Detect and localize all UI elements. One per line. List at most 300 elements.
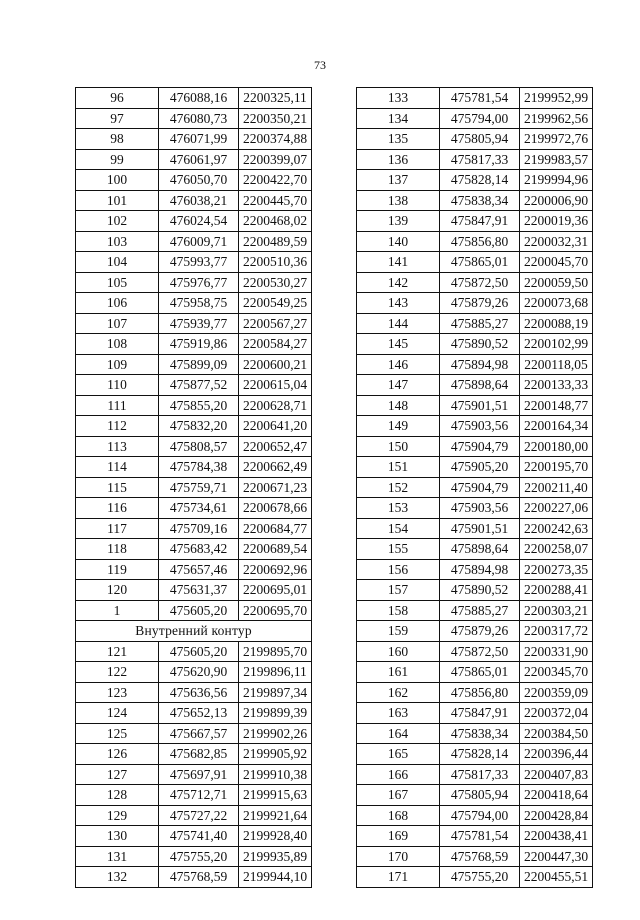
y-coordinate: 2200325,11 bbox=[239, 88, 312, 109]
point-number: 117 bbox=[76, 518, 159, 539]
table-row bbox=[357, 805, 593, 826]
table-row bbox=[76, 252, 312, 273]
x-coordinate: 475877,52 bbox=[159, 375, 239, 396]
point-number: 132 bbox=[76, 867, 159, 888]
point-number: 111 bbox=[76, 395, 159, 416]
x-coordinate: 475712,71 bbox=[159, 785, 239, 806]
x-coordinate: 475838,34 bbox=[440, 190, 520, 211]
point-number: 164 bbox=[357, 723, 440, 744]
y-coordinate: 2200684,77 bbox=[239, 518, 312, 539]
y-coordinate: 2200088,19 bbox=[520, 313, 593, 334]
table-row bbox=[76, 477, 312, 498]
table-row bbox=[76, 682, 312, 703]
y-coordinate: 2200073,68 bbox=[520, 293, 593, 314]
table-row bbox=[76, 662, 312, 683]
point-number: 115 bbox=[76, 477, 159, 498]
point-number: 97 bbox=[76, 108, 159, 129]
x-coordinate: 475879,26 bbox=[440, 293, 520, 314]
y-coordinate: 2199944,10 bbox=[239, 867, 312, 888]
table-row bbox=[357, 149, 593, 170]
y-coordinate: 2200350,21 bbox=[239, 108, 312, 129]
y-coordinate: 2200628,71 bbox=[239, 395, 312, 416]
section-header-row bbox=[76, 621, 312, 642]
x-coordinate: 475903,56 bbox=[440, 416, 520, 437]
x-coordinate: 475885,27 bbox=[440, 313, 520, 334]
point-number: 119 bbox=[76, 559, 159, 580]
x-coordinate: 475901,51 bbox=[440, 518, 520, 539]
x-coordinate: 476038,21 bbox=[159, 190, 239, 211]
y-coordinate: 2200180,00 bbox=[520, 436, 593, 457]
table-row bbox=[76, 744, 312, 765]
table-row bbox=[76, 375, 312, 396]
table-row bbox=[76, 293, 312, 314]
x-coordinate: 475759,71 bbox=[159, 477, 239, 498]
y-coordinate: 2199897,34 bbox=[239, 682, 312, 703]
table-row bbox=[357, 457, 593, 478]
y-coordinate: 2200227,06 bbox=[520, 498, 593, 519]
x-coordinate: 475683,42 bbox=[159, 539, 239, 560]
table-row bbox=[76, 395, 312, 416]
y-coordinate: 2199972,76 bbox=[520, 129, 593, 150]
table-row bbox=[76, 149, 312, 170]
table-row bbox=[357, 580, 593, 601]
x-coordinate: 475976,77 bbox=[159, 272, 239, 293]
y-coordinate: 2200428,84 bbox=[520, 805, 593, 826]
table-row bbox=[76, 826, 312, 847]
y-coordinate: 2200549,25 bbox=[239, 293, 312, 314]
point-number: 109 bbox=[76, 354, 159, 375]
point-number: 107 bbox=[76, 313, 159, 334]
table-row bbox=[357, 272, 593, 293]
point-number: 156 bbox=[357, 559, 440, 580]
x-coordinate: 475605,20 bbox=[159, 600, 239, 621]
x-coordinate: 475605,20 bbox=[159, 641, 239, 662]
y-coordinate: 2200447,30 bbox=[520, 846, 593, 867]
page-number: 73 bbox=[314, 58, 326, 72]
y-coordinate: 2200374,88 bbox=[239, 129, 312, 150]
x-coordinate: 475993,77 bbox=[159, 252, 239, 273]
table-row bbox=[76, 129, 312, 150]
table-row bbox=[76, 313, 312, 334]
point-number: 99 bbox=[76, 149, 159, 170]
y-coordinate: 2200102,99 bbox=[520, 334, 593, 355]
table-row bbox=[357, 621, 593, 642]
x-coordinate: 475781,54 bbox=[440, 826, 520, 847]
table-row bbox=[357, 826, 593, 847]
x-coordinate: 475817,33 bbox=[440, 764, 520, 785]
table-row bbox=[76, 785, 312, 806]
x-coordinate: 475734,61 bbox=[159, 498, 239, 519]
y-coordinate: 2200195,70 bbox=[520, 457, 593, 478]
x-coordinate: 475855,20 bbox=[159, 395, 239, 416]
point-number: 159 bbox=[357, 621, 440, 642]
table-row bbox=[357, 88, 593, 109]
x-coordinate: 475890,52 bbox=[440, 580, 520, 601]
x-coordinate: 475657,46 bbox=[159, 559, 239, 580]
x-coordinate: 475872,50 bbox=[440, 641, 520, 662]
x-coordinate: 475781,54 bbox=[440, 88, 520, 109]
y-coordinate: 2200407,83 bbox=[520, 764, 593, 785]
x-coordinate: 475808,57 bbox=[159, 436, 239, 457]
point-number: 128 bbox=[76, 785, 159, 806]
y-coordinate: 2199905,92 bbox=[239, 744, 312, 765]
table-row bbox=[357, 559, 593, 580]
y-coordinate: 2200445,70 bbox=[239, 190, 312, 211]
point-number: 124 bbox=[76, 703, 159, 724]
x-coordinate: 475865,01 bbox=[440, 252, 520, 273]
y-coordinate: 2199899,39 bbox=[239, 703, 312, 724]
point-number: 136 bbox=[357, 149, 440, 170]
x-coordinate: 475901,51 bbox=[440, 395, 520, 416]
y-coordinate: 2199915,63 bbox=[239, 785, 312, 806]
table-row bbox=[76, 539, 312, 560]
table-row bbox=[357, 252, 593, 273]
y-coordinate: 2200689,54 bbox=[239, 539, 312, 560]
table-row bbox=[357, 498, 593, 519]
table-row bbox=[357, 600, 593, 621]
point-number: 163 bbox=[357, 703, 440, 724]
y-coordinate: 2200468,02 bbox=[239, 211, 312, 232]
table-row bbox=[357, 231, 593, 252]
x-coordinate: 475805,94 bbox=[440, 785, 520, 806]
table-row bbox=[357, 416, 593, 437]
point-number: 1 bbox=[76, 600, 159, 621]
point-number: 102 bbox=[76, 211, 159, 232]
point-number: 122 bbox=[76, 662, 159, 683]
table-row bbox=[357, 723, 593, 744]
y-coordinate: 2200372,04 bbox=[520, 703, 593, 724]
point-number: 139 bbox=[357, 211, 440, 232]
x-coordinate: 475828,14 bbox=[440, 170, 520, 191]
point-number: 108 bbox=[76, 334, 159, 355]
x-coordinate: 475879,26 bbox=[440, 621, 520, 642]
table-row bbox=[76, 580, 312, 601]
point-number: 110 bbox=[76, 375, 159, 396]
x-coordinate: 475832,20 bbox=[159, 416, 239, 437]
point-number: 168 bbox=[357, 805, 440, 826]
point-number: 100 bbox=[76, 170, 159, 191]
table-row bbox=[357, 293, 593, 314]
point-number: 165 bbox=[357, 744, 440, 765]
y-coordinate: 2199994,96 bbox=[520, 170, 593, 191]
y-coordinate: 2200032,31 bbox=[520, 231, 593, 252]
x-coordinate: 475847,91 bbox=[440, 703, 520, 724]
y-coordinate: 2199895,70 bbox=[239, 641, 312, 662]
point-number: 145 bbox=[357, 334, 440, 355]
point-number: 146 bbox=[357, 354, 440, 375]
table-row bbox=[76, 723, 312, 744]
table-row bbox=[357, 662, 593, 683]
table-row bbox=[357, 518, 593, 539]
table-row bbox=[76, 703, 312, 724]
point-number: 147 bbox=[357, 375, 440, 396]
point-number: 104 bbox=[76, 252, 159, 273]
point-number: 129 bbox=[76, 805, 159, 826]
x-coordinate: 475620,90 bbox=[159, 662, 239, 683]
point-number: 155 bbox=[357, 539, 440, 560]
y-coordinate: 2200455,51 bbox=[520, 867, 593, 888]
table-row bbox=[357, 211, 593, 232]
y-coordinate: 2200164,34 bbox=[520, 416, 593, 437]
point-number: 152 bbox=[357, 477, 440, 498]
point-number: 171 bbox=[357, 867, 440, 888]
x-coordinate: 475697,91 bbox=[159, 764, 239, 785]
x-coordinate: 475631,37 bbox=[159, 580, 239, 601]
x-coordinate: 475652,13 bbox=[159, 703, 239, 724]
y-coordinate: 2200489,59 bbox=[239, 231, 312, 252]
point-number: 150 bbox=[357, 436, 440, 457]
y-coordinate: 2199896,11 bbox=[239, 662, 312, 683]
x-coordinate: 475905,20 bbox=[440, 457, 520, 478]
x-coordinate: 475865,01 bbox=[440, 662, 520, 683]
table-row bbox=[357, 334, 593, 355]
point-number: 126 bbox=[76, 744, 159, 765]
point-number: 114 bbox=[76, 457, 159, 478]
y-coordinate: 2200567,27 bbox=[239, 313, 312, 334]
table-row bbox=[357, 170, 593, 191]
point-number: 167 bbox=[357, 785, 440, 806]
point-number: 140 bbox=[357, 231, 440, 252]
point-number: 118 bbox=[76, 539, 159, 560]
table-row bbox=[357, 641, 593, 662]
point-number: 169 bbox=[357, 826, 440, 847]
y-coordinate: 2200641,20 bbox=[239, 416, 312, 437]
table-row bbox=[357, 313, 593, 334]
table-row bbox=[76, 211, 312, 232]
point-number: 151 bbox=[357, 457, 440, 478]
point-number: 105 bbox=[76, 272, 159, 293]
point-number: 98 bbox=[76, 129, 159, 150]
x-coordinate: 475755,20 bbox=[440, 867, 520, 888]
point-number: 137 bbox=[357, 170, 440, 191]
y-coordinate: 2199983,57 bbox=[520, 149, 593, 170]
x-coordinate: 476024,54 bbox=[159, 211, 239, 232]
table-row bbox=[76, 170, 312, 191]
y-coordinate: 2200273,35 bbox=[520, 559, 593, 580]
x-coordinate: 475856,80 bbox=[440, 682, 520, 703]
coordinates-table-right bbox=[356, 87, 593, 888]
x-coordinate: 475894,98 bbox=[440, 354, 520, 375]
x-coordinate: 475794,00 bbox=[440, 805, 520, 826]
x-coordinate: 475872,50 bbox=[440, 272, 520, 293]
y-coordinate: 2200615,04 bbox=[239, 375, 312, 396]
y-coordinate: 2200662,49 bbox=[239, 457, 312, 478]
point-number: 127 bbox=[76, 764, 159, 785]
y-coordinate: 2200317,72 bbox=[520, 621, 593, 642]
y-coordinate: 2200242,63 bbox=[520, 518, 593, 539]
y-coordinate: 2200345,70 bbox=[520, 662, 593, 683]
point-number: 103 bbox=[76, 231, 159, 252]
y-coordinate: 2200671,23 bbox=[239, 477, 312, 498]
x-coordinate: 475755,20 bbox=[159, 846, 239, 867]
table-row bbox=[76, 764, 312, 785]
y-coordinate: 2200418,64 bbox=[520, 785, 593, 806]
point-number: 101 bbox=[76, 190, 159, 211]
table-row bbox=[357, 108, 593, 129]
x-coordinate: 475828,14 bbox=[440, 744, 520, 765]
table-row bbox=[357, 190, 593, 211]
coordinates-table-left bbox=[75, 87, 312, 888]
table-row bbox=[76, 416, 312, 437]
table-row bbox=[76, 88, 312, 109]
y-coordinate: 2199910,38 bbox=[239, 764, 312, 785]
x-coordinate: 475898,64 bbox=[440, 539, 520, 560]
table-row bbox=[76, 498, 312, 519]
x-coordinate: 475904,79 bbox=[440, 477, 520, 498]
y-coordinate: 2200384,50 bbox=[520, 723, 593, 744]
point-number: 154 bbox=[357, 518, 440, 539]
table-row bbox=[76, 846, 312, 867]
table-row bbox=[76, 805, 312, 826]
y-coordinate: 2200438,41 bbox=[520, 826, 593, 847]
y-coordinate: 2199952,99 bbox=[520, 88, 593, 109]
point-number: 130 bbox=[76, 826, 159, 847]
section-title: Внутренний контур bbox=[76, 621, 312, 642]
y-coordinate: 2200133,33 bbox=[520, 375, 593, 396]
point-number: 138 bbox=[357, 190, 440, 211]
point-number: 142 bbox=[357, 272, 440, 293]
y-coordinate: 2200019,36 bbox=[520, 211, 593, 232]
x-coordinate: 475919,86 bbox=[159, 334, 239, 355]
x-coordinate: 475885,27 bbox=[440, 600, 520, 621]
y-coordinate: 2200396,44 bbox=[520, 744, 593, 765]
x-coordinate: 476061,97 bbox=[159, 149, 239, 170]
table-row bbox=[357, 682, 593, 703]
table-row bbox=[357, 785, 593, 806]
y-coordinate: 2200288,41 bbox=[520, 580, 593, 601]
x-coordinate: 475709,16 bbox=[159, 518, 239, 539]
y-coordinate: 2200692,96 bbox=[239, 559, 312, 580]
x-coordinate: 475636,56 bbox=[159, 682, 239, 703]
table-row bbox=[357, 539, 593, 560]
x-coordinate: 475682,85 bbox=[159, 744, 239, 765]
point-number: 170 bbox=[357, 846, 440, 867]
table-row bbox=[76, 457, 312, 478]
point-number: 123 bbox=[76, 682, 159, 703]
point-number: 131 bbox=[76, 846, 159, 867]
table-row bbox=[357, 703, 593, 724]
point-number: 148 bbox=[357, 395, 440, 416]
table-row bbox=[76, 641, 312, 662]
point-number: 121 bbox=[76, 641, 159, 662]
table-row bbox=[76, 436, 312, 457]
table-row bbox=[357, 846, 593, 867]
y-coordinate: 2200510,36 bbox=[239, 252, 312, 273]
point-number: 158 bbox=[357, 600, 440, 621]
x-coordinate: 475805,94 bbox=[440, 129, 520, 150]
x-coordinate: 475904,79 bbox=[440, 436, 520, 457]
x-coordinate: 476009,71 bbox=[159, 231, 239, 252]
y-coordinate: 2199921,64 bbox=[239, 805, 312, 826]
y-coordinate: 2200331,90 bbox=[520, 641, 593, 662]
x-coordinate: 476050,70 bbox=[159, 170, 239, 191]
table-row bbox=[76, 272, 312, 293]
point-number: 133 bbox=[357, 88, 440, 109]
y-coordinate: 2200695,01 bbox=[239, 580, 312, 601]
x-coordinate: 476071,99 bbox=[159, 129, 239, 150]
x-coordinate: 475817,33 bbox=[440, 149, 520, 170]
table-row bbox=[357, 867, 593, 888]
x-coordinate: 476080,73 bbox=[159, 108, 239, 129]
point-number: 143 bbox=[357, 293, 440, 314]
x-coordinate: 475898,64 bbox=[440, 375, 520, 396]
point-number: 116 bbox=[76, 498, 159, 519]
point-number: 157 bbox=[357, 580, 440, 601]
point-number: 120 bbox=[76, 580, 159, 601]
y-coordinate: 2199902,26 bbox=[239, 723, 312, 744]
table-row bbox=[76, 108, 312, 129]
x-coordinate: 475903,56 bbox=[440, 498, 520, 519]
y-coordinate: 2199935,89 bbox=[239, 846, 312, 867]
table-row bbox=[357, 375, 593, 396]
x-coordinate: 475890,52 bbox=[440, 334, 520, 355]
x-coordinate: 475727,22 bbox=[159, 805, 239, 826]
y-coordinate: 2200399,07 bbox=[239, 149, 312, 170]
table-row bbox=[357, 744, 593, 765]
point-number: 113 bbox=[76, 436, 159, 457]
point-number: 106 bbox=[76, 293, 159, 314]
y-coordinate: 2200118,05 bbox=[520, 354, 593, 375]
point-number: 141 bbox=[357, 252, 440, 273]
y-coordinate: 2200303,21 bbox=[520, 600, 593, 621]
point-number: 96 bbox=[76, 88, 159, 109]
x-coordinate: 476088,16 bbox=[159, 88, 239, 109]
y-coordinate: 2200006,90 bbox=[520, 190, 593, 211]
table-row bbox=[76, 354, 312, 375]
x-coordinate: 475847,91 bbox=[440, 211, 520, 232]
x-coordinate: 475856,80 bbox=[440, 231, 520, 252]
point-number: 153 bbox=[357, 498, 440, 519]
x-coordinate: 475768,59 bbox=[159, 867, 239, 888]
point-number: 125 bbox=[76, 723, 159, 744]
point-number: 144 bbox=[357, 313, 440, 334]
y-coordinate: 2200059,50 bbox=[520, 272, 593, 293]
y-coordinate: 2200148,77 bbox=[520, 395, 593, 416]
table-row bbox=[357, 354, 593, 375]
table-row bbox=[76, 334, 312, 355]
y-coordinate: 2200045,70 bbox=[520, 252, 593, 273]
y-coordinate: 2200652,47 bbox=[239, 436, 312, 457]
x-coordinate: 475741,40 bbox=[159, 826, 239, 847]
y-coordinate: 2199928,40 bbox=[239, 826, 312, 847]
y-coordinate: 2200422,70 bbox=[239, 170, 312, 191]
table-row bbox=[76, 867, 312, 888]
table-row bbox=[76, 190, 312, 211]
table-row bbox=[76, 559, 312, 580]
point-number: 112 bbox=[76, 416, 159, 437]
y-coordinate: 2200695,70 bbox=[239, 600, 312, 621]
y-coordinate: 2200359,09 bbox=[520, 682, 593, 703]
y-coordinate: 2199962,56 bbox=[520, 108, 593, 129]
point-number: 149 bbox=[357, 416, 440, 437]
y-coordinate: 2200678,66 bbox=[239, 498, 312, 519]
table-row bbox=[76, 231, 312, 252]
table-row bbox=[357, 477, 593, 498]
x-coordinate: 475939,77 bbox=[159, 313, 239, 334]
y-coordinate: 2200600,21 bbox=[239, 354, 312, 375]
point-number: 135 bbox=[357, 129, 440, 150]
x-coordinate: 475838,34 bbox=[440, 723, 520, 744]
x-coordinate: 475768,59 bbox=[440, 846, 520, 867]
table-row bbox=[76, 600, 312, 621]
table-row bbox=[357, 764, 593, 785]
point-number: 166 bbox=[357, 764, 440, 785]
table-row bbox=[76, 518, 312, 539]
table-row bbox=[357, 395, 593, 416]
y-coordinate: 2200211,40 bbox=[520, 477, 593, 498]
y-coordinate: 2200584,27 bbox=[239, 334, 312, 355]
x-coordinate: 475794,00 bbox=[440, 108, 520, 129]
